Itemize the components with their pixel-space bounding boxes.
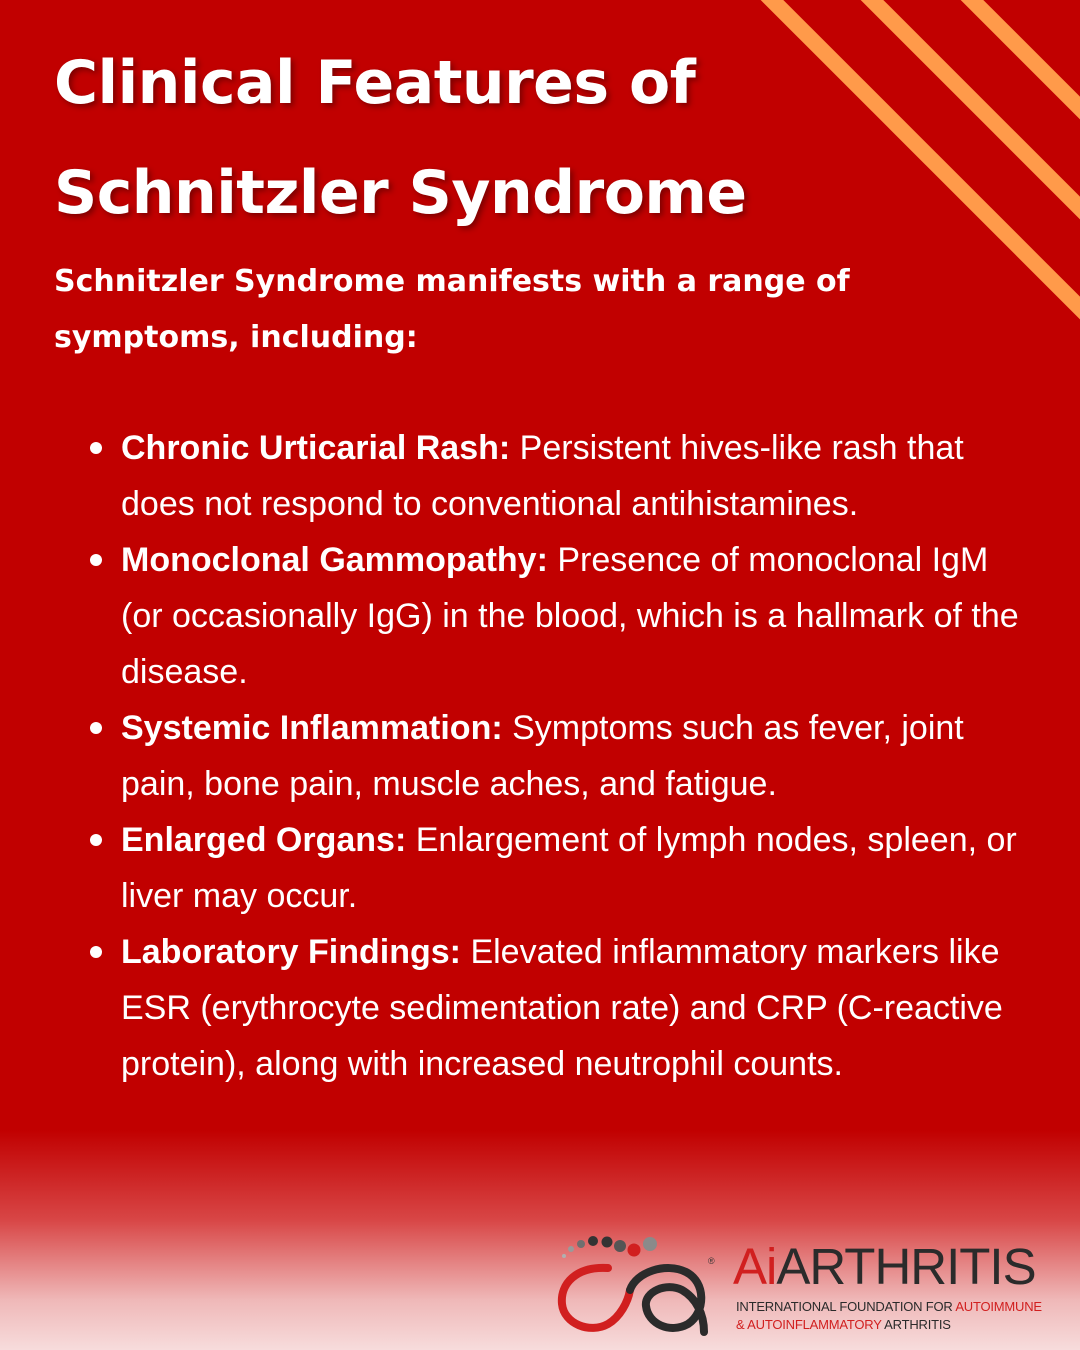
tagline-plain: INTERNATIONAL FOUNDATION FOR [736, 1299, 956, 1314]
bullet-icon [90, 554, 102, 566]
feature-description: Persistent hives-like rash that does not respond to conventional antihistamines. [121, 429, 964, 523]
feature-term: Monoclonal Gammopathy: [121, 541, 548, 579]
feature-description: Enlargement of lymph nodes, spleen, or liver may occur. [121, 821, 1017, 915]
feature-item [0, 700, 1080, 812]
feature-description: Symptoms such as fever, joint pain, bone pain, muscle aches, and fatigue. [121, 709, 964, 803]
feature-term: Systemic Inflammation: [121, 709, 503, 747]
feature-description: Presence of monoclonal IgM (or occasionally IgG) in the blood, which is a hallmark of the disease. [121, 541, 1019, 691]
intro-text: Schnitzler Syndrome manifests with a range of symptoms, including: [54, 264, 850, 355]
tagline-plain: ARTHRITIS [881, 1317, 951, 1332]
logo-mark-icon [556, 1232, 726, 1336]
page-title: Clinical Features of Schnitzler Syndrome [54, 48, 747, 228]
feature-item [0, 924, 1080, 1092]
logo-main: ARTHRITIS [776, 1238, 1036, 1295]
tagline-accent: & AUTOINFLAMMATORY [736, 1317, 882, 1332]
tagline-line-1 [736, 1298, 1042, 1316]
registered-mark: ® [708, 1256, 715, 1266]
logo-wordmark [733, 1238, 1036, 1296]
feature-item [0, 812, 1080, 924]
logo-prefix: Ai [733, 1238, 777, 1295]
tagline-line-2 [736, 1316, 1042, 1334]
aiarthritis-logo [556, 1232, 1042, 1336]
bullet-icon [90, 442, 102, 454]
feature-item [0, 532, 1080, 700]
bullet-icon [90, 946, 102, 958]
bullet-icon [90, 834, 102, 846]
feature-term: Laboratory Findings: [121, 933, 461, 971]
feature-term: Chronic Urticarial Rash: [121, 429, 511, 467]
logo-tagline [736, 1298, 1042, 1334]
tagline-accent: AUTOIMMUNE [955, 1299, 1042, 1314]
bullet-icon [90, 722, 102, 734]
feature-term: Enlarged Organs: [121, 821, 407, 859]
feature-description: Elevated inflammatory markers like ESR (erythrocyte sedimentation rate) and CRP (C-reactive protein), along with increased neutrophil counts. [121, 933, 1003, 1083]
feature-item [0, 420, 1080, 532]
features-list [0, 420, 1080, 1092]
